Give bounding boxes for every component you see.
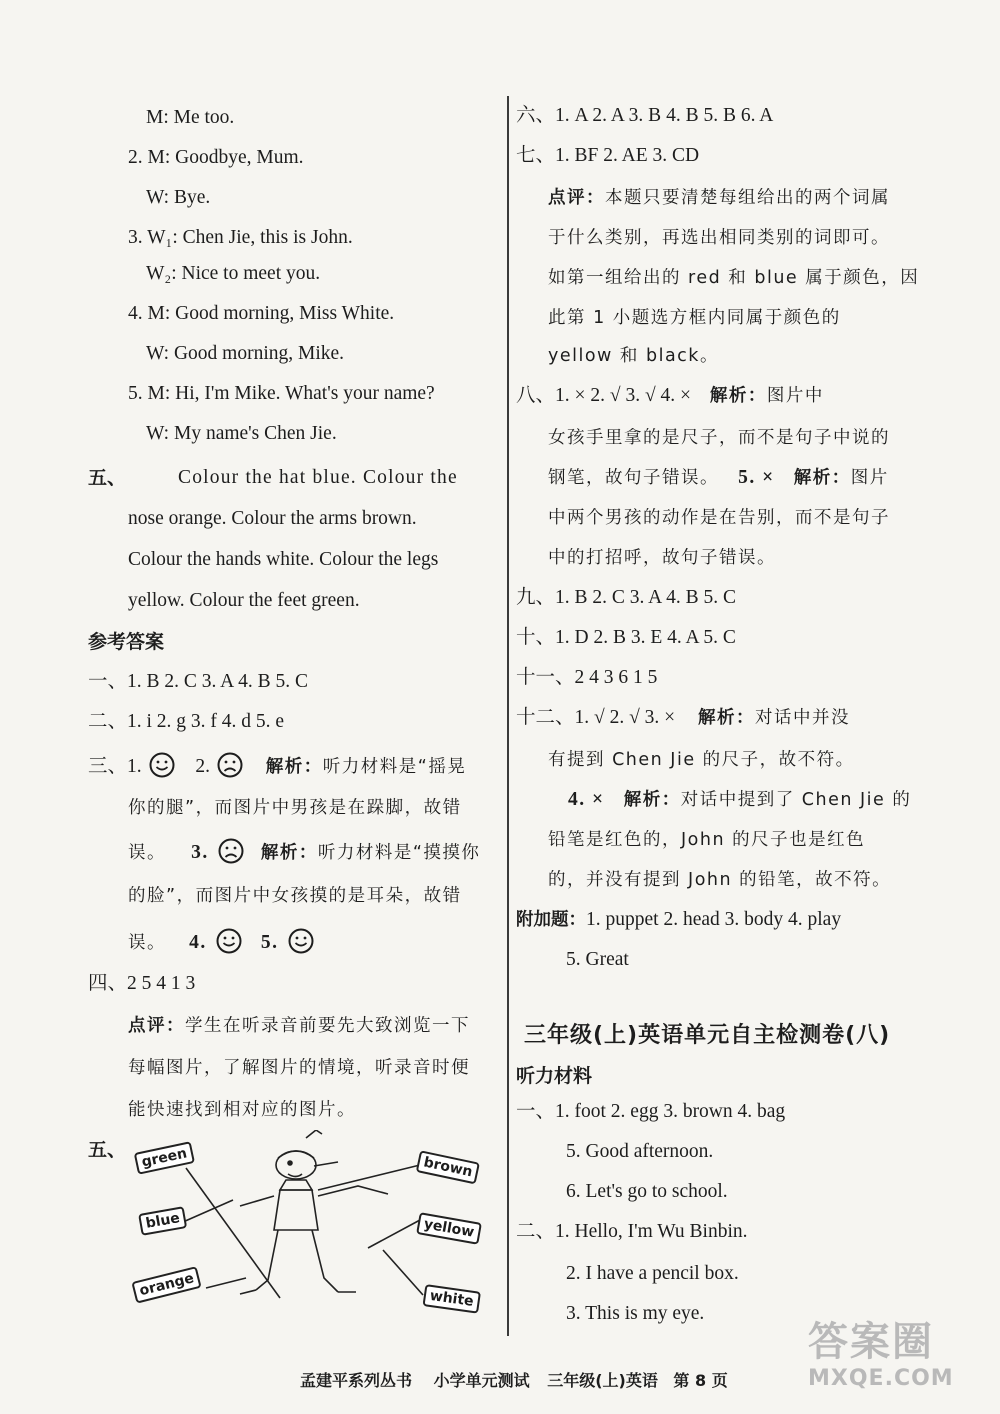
- listening-heading: 听力材料: [516, 1065, 593, 1087]
- text-line: Colour the hands white. Colour the legs: [128, 549, 439, 570]
- answer-line: 七、1. BF 2. AE 3. CD: [516, 145, 700, 166]
- dialogue-line: W: Bye.: [146, 187, 211, 208]
- extra-questions-label: 附加题：: [516, 910, 586, 930]
- watermark-url: MXQE.COM: [808, 1366, 954, 1391]
- answer-line: 四、2 5 4 1 3: [88, 973, 196, 994]
- analysis-line: [128, 838, 480, 865]
- answer-number: 2.: [195, 756, 211, 777]
- comment-text: 能快速找到相对应的图片。: [128, 1100, 356, 1120]
- comment-line: [548, 186, 890, 210]
- dialogue-line: 5. M: Hi, I'm Mike. What's your name?: [128, 383, 435, 404]
- listening-line: 5. Good afternoon.: [566, 1141, 714, 1162]
- watermark-text: 答案圈: [808, 1319, 934, 1365]
- answer-line: 六、1. A 2. A 3. B 4. B 5. B 6. A: [516, 105, 774, 126]
- analysis-text: 听力材料是“摸摸你: [317, 843, 481, 863]
- analysis-label: 解析：: [260, 843, 318, 863]
- analysis-label: 解析：: [698, 708, 756, 728]
- analysis-text: 中的打招呼，故句子错误。: [548, 548, 776, 568]
- color-label-brown: brown: [416, 1150, 481, 1184]
- analysis-text: 铅笔是红色的，John 的尺子也是红色: [548, 830, 866, 850]
- page-footer: [300, 1368, 820, 1394]
- comment-text: 学生在听录音前要先大致浏览一下: [185, 1016, 470, 1036]
- answer-number: 5.: [260, 932, 279, 953]
- sad-face-icon: [217, 752, 243, 778]
- answer-number: 4.: [189, 932, 207, 953]
- color-label-blue: blue: [138, 1206, 187, 1236]
- analysis-label: 解析：: [265, 757, 323, 777]
- analysis-text: 的脸”，而图片中女孩摸的是耳朵，故错: [128, 886, 462, 906]
- test-title: 三年级(上)英语单元自主检测卷(八): [524, 1023, 891, 1048]
- listening-line: 3. This is my eye.: [566, 1303, 705, 1324]
- smiley-face-icon: [149, 752, 175, 778]
- extra-answers-line: [516, 908, 841, 932]
- comment-label: 点评：: [128, 1016, 185, 1036]
- extra-answers: 5. Great: [566, 949, 629, 970]
- answer-line: 九、1. B 2. C 3. A 4. B 5. C: [516, 587, 736, 608]
- color-label-yellow: yellow: [416, 1212, 482, 1245]
- extra-answers: 1. puppet 2. head 3. body 4. play: [586, 909, 842, 930]
- analysis-line: [128, 928, 316, 955]
- answer-text: 八、1. × 2. √ 3. √ 4. ×: [516, 385, 692, 406]
- dialogue-line: 4. M: Good morning, Miss White.: [128, 303, 395, 324]
- answer-line: 一、1. B 2. C 3. A 4. B 5. C: [88, 671, 308, 692]
- comment-text: yellow 和 black。: [548, 346, 719, 366]
- section-marker: 五、: [88, 1139, 127, 1161]
- analysis-text: 你的腿”，而图片中男孩是在跺脚，故错: [128, 798, 462, 818]
- answer-number: 三、1.: [88, 756, 142, 777]
- analysis-line: [568, 788, 911, 812]
- analysis-label: 解析：: [709, 386, 767, 406]
- answer-number: 5. ×: [738, 467, 775, 488]
- watermark-logo: [808, 1318, 988, 1408]
- analysis-text: 的，并没有提到 John 的铅笔，故不符。: [548, 870, 892, 890]
- analysis-text: 误。: [128, 843, 166, 863]
- answer-number: 4. ×: [568, 789, 605, 810]
- analysis-line: [548, 466, 889, 490]
- answer-line: [516, 384, 824, 408]
- analysis-text: 听力材料是“摇晃: [322, 757, 467, 777]
- answer-text: 十二、1. √ 2. √ 3. ×: [516, 707, 676, 728]
- answer-line: 二、1. i 2. g 3. f 4. d 5. e: [88, 711, 285, 732]
- dialogue-line: M: Me too.: [146, 107, 235, 128]
- dialogue-line: W₂: Nice to meet you.: [146, 263, 321, 284]
- color-label-green: green: [134, 1141, 195, 1175]
- footer-series: 孟建平系列丛书: [300, 1371, 413, 1390]
- dialogue-line: W: Good morning, Mike.: [146, 343, 345, 364]
- dialogue-line: 3. W₁: Chen Jie, this is John.: [128, 227, 353, 248]
- analysis-text: 误。: [128, 933, 166, 953]
- analysis-text: 对话中并没: [755, 708, 851, 728]
- analysis-text: 中两个男孩的动作是在告别，而不是句子: [548, 508, 890, 528]
- column-divider: [507, 96, 509, 1336]
- listening-line: 一、1. foot 2. egg 3. brown 4. bag: [516, 1101, 786, 1122]
- comment-line: [128, 1014, 470, 1038]
- listening-line: 2. I have a pencil box.: [566, 1263, 739, 1284]
- footer-grade: 三年级(上)英语: [547, 1371, 658, 1390]
- answer-line: [88, 752, 466, 779]
- color-label-orange: orange: [131, 1266, 202, 1304]
- page-number: 8: [695, 1371, 707, 1390]
- analysis-text: 女孩手里拿的是尺子，而不是句子中说的: [548, 428, 890, 448]
- text-line: yellow. Colour the feet green.: [128, 590, 360, 611]
- analysis-label: 解析：: [623, 790, 681, 810]
- comment-text: 本题只要清楚每组给出的两个词属: [605, 188, 890, 208]
- footer-book: 小学单元测试: [433, 1371, 530, 1390]
- analysis-text: 有提到 Chen Jie 的尺子，故不符。: [548, 750, 855, 770]
- comment-text: 每幅图片，了解图片的情境，听录音时便: [128, 1058, 470, 1078]
- analysis-text: 钢笔，故句子错误。: [548, 468, 719, 488]
- listening-line: 6. Let's go to school.: [566, 1181, 728, 1202]
- analysis-text: 图片中: [766, 386, 824, 406]
- text-line: nose orange. Colour the arms brown.: [128, 508, 417, 529]
- comment-text: 如第一组给出的 red 和 blue 属于颜色，因: [548, 268, 920, 288]
- text-line: Colour the hat blue. Colour the: [178, 467, 458, 488]
- comment-text: 于什么类别，再选出相同类别的词即可。: [548, 228, 890, 248]
- analysis-text: 图片: [850, 468, 889, 488]
- dialogue-line: 2. M: Goodbye, Mum.: [128, 147, 304, 168]
- answer-line: [516, 706, 850, 730]
- sad-face-icon: [218, 838, 244, 864]
- color-label-white: white: [422, 1284, 480, 1314]
- answer-number: 3.: [191, 842, 209, 863]
- smiley-face-icon: [216, 928, 242, 954]
- listening-line: 二、1. Hello, I'm Wu Binbin.: [516, 1221, 748, 1242]
- section-marker: 五、: [88, 467, 127, 489]
- smiley-face-icon: [288, 928, 314, 954]
- answer-line: 十、1. D 2. B 3. E 4. A 5. C: [516, 627, 736, 648]
- analysis-label: 解析：: [793, 468, 851, 488]
- analysis-text: 对话中提到了 Chen Jie 的: [680, 790, 912, 810]
- answers-heading: 参考答案: [88, 631, 165, 653]
- footer-page-prefix: 第: [673, 1371, 690, 1390]
- footer-page-suffix: 页: [711, 1371, 728, 1390]
- answer-line: 十一、2 4 3 6 1 5: [516, 667, 658, 688]
- dialogue-line: W: My name's Chen Jie.: [146, 423, 337, 444]
- comment-text: 此第 1 小题选方框内同属于颜色的: [548, 308, 841, 328]
- comment-label: 点评：: [548, 188, 605, 208]
